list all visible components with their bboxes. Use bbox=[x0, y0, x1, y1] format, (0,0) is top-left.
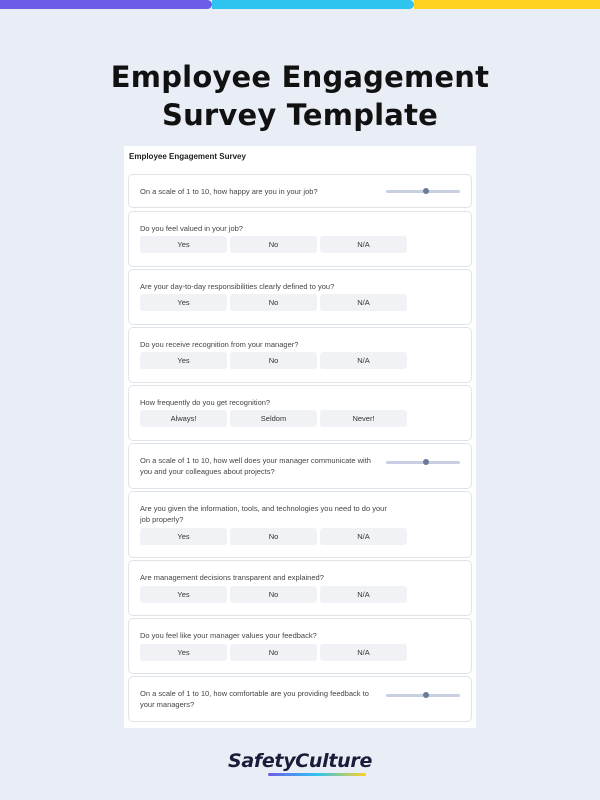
option-seldom-button[interactable]: Seldom bbox=[230, 410, 317, 427]
option-group bbox=[140, 236, 407, 253]
rating-slider[interactable] bbox=[386, 690, 460, 700]
option-yes-button[interactable]: Yes bbox=[140, 586, 227, 603]
top-bar-cyan bbox=[212, 0, 414, 9]
question-card-2 bbox=[128, 211, 472, 267]
slider-thumb[interactable] bbox=[423, 459, 429, 465]
option-yes-button[interactable]: Yes bbox=[140, 528, 227, 545]
question-text-line1: On a scale of 1 to 10, how comfortable are you providing feedback to bbox=[140, 689, 369, 698]
option-group bbox=[140, 644, 407, 661]
question-text: Do you feel like your manager values your feedback? bbox=[140, 631, 317, 640]
question-text-line2: you and your colleagues about projects? bbox=[140, 467, 275, 476]
question-text: Do you receive recognition from your manager? bbox=[140, 340, 299, 349]
question-card-10 bbox=[128, 676, 472, 722]
option-group bbox=[140, 410, 407, 427]
question-text: How frequently do you get recognition? bbox=[140, 398, 271, 407]
option-na-button[interactable]: N/A bbox=[320, 586, 407, 603]
option-no-button[interactable]: No bbox=[230, 294, 317, 311]
option-na-button[interactable]: N/A bbox=[320, 352, 407, 369]
option-no-button[interactable]: No bbox=[230, 644, 317, 661]
top-bar-yellow bbox=[414, 0, 600, 9]
question-text: Are management decisions transparent and explained? bbox=[140, 573, 324, 582]
page-title-line1: Employee Engagement bbox=[110, 60, 490, 94]
option-never-button[interactable]: Never! bbox=[320, 410, 407, 427]
safetyculture-logo: SafetyCulture bbox=[227, 750, 373, 772]
option-yes-button[interactable]: Yes bbox=[140, 352, 227, 369]
question-card-6 bbox=[128, 443, 472, 489]
option-group bbox=[140, 294, 407, 311]
logo-underline bbox=[268, 773, 366, 776]
option-no-button[interactable]: No bbox=[230, 352, 317, 369]
question-card-3 bbox=[128, 269, 472, 325]
question-text-line2: your managers? bbox=[140, 700, 195, 709]
option-no-button[interactable]: No bbox=[230, 586, 317, 603]
slider-thumb[interactable] bbox=[423, 692, 429, 698]
option-group bbox=[140, 528, 407, 545]
top-color-bar bbox=[0, 0, 600, 9]
question-text bbox=[140, 688, 369, 710]
question-card-7 bbox=[128, 491, 472, 558]
question-text: Are your day-to-day responsibilities clearly defined to you? bbox=[140, 282, 335, 291]
option-no-button[interactable]: No bbox=[230, 236, 317, 253]
question-text: On a scale of 1 to 10, how happy are you in your job? bbox=[140, 187, 318, 196]
option-na-button[interactable]: N/A bbox=[320, 294, 407, 311]
page-title bbox=[0, 58, 600, 134]
page-title-line2: Survey Template bbox=[161, 98, 439, 132]
question-card-4 bbox=[128, 327, 472, 383]
slider-thumb[interactable] bbox=[423, 188, 429, 194]
question-text-line1: Are you given the information, tools, and technologies you need to do your bbox=[140, 504, 387, 513]
option-group bbox=[140, 586, 407, 603]
question-text: Do you feel valued in your job? bbox=[140, 224, 243, 233]
option-na-button[interactable]: N/A bbox=[320, 528, 407, 545]
rating-slider[interactable] bbox=[386, 186, 460, 196]
question-card-5 bbox=[128, 385, 472, 441]
question-text-line1: On a scale of 1 to 10, how well does your manager communicate with bbox=[140, 456, 371, 465]
survey-form bbox=[124, 146, 476, 728]
option-group bbox=[140, 352, 407, 369]
option-na-button[interactable]: N/A bbox=[320, 644, 407, 661]
question-card-1 bbox=[128, 174, 472, 208]
option-na-button[interactable]: N/A bbox=[320, 236, 407, 253]
option-yes-button[interactable]: Yes bbox=[140, 294, 227, 311]
rating-slider[interactable] bbox=[386, 457, 460, 467]
question-card-8 bbox=[128, 560, 472, 616]
form-title: Employee Engagement Survey bbox=[129, 152, 246, 161]
option-no-button[interactable]: No bbox=[230, 528, 317, 545]
top-bar-purple bbox=[0, 0, 212, 9]
question-text-line2: job properly? bbox=[140, 515, 184, 524]
option-yes-button[interactable]: Yes bbox=[140, 644, 227, 661]
question-text bbox=[140, 455, 371, 477]
question-text bbox=[140, 503, 387, 525]
question-card-9 bbox=[128, 618, 472, 674]
option-yes-button[interactable]: Yes bbox=[140, 236, 227, 253]
option-always-button[interactable]: Always! bbox=[140, 410, 227, 427]
